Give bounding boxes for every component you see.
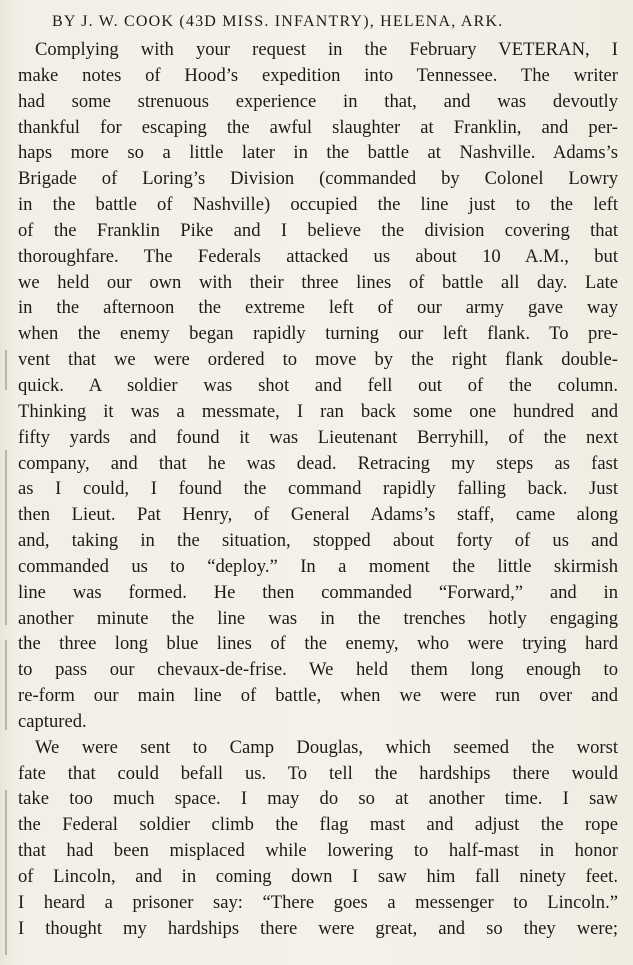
- text-line: Brigade of Loring’s Division (commanded by Colonel Lowry: [18, 168, 618, 190]
- text-line: had some strenuous experience in that, and was devoutly: [18, 90, 618, 112]
- gutter-mark: [5, 350, 7, 390]
- text-line: quick. A soldier was shot and fell out of the column.: [18, 374, 618, 396]
- gutter-mark: [5, 640, 7, 730]
- text-line: another minute the line was in the trenches hotly engaging: [18, 607, 618, 629]
- text-line: commanded us to “deploy.” In a moment the little skirmish: [18, 555, 618, 577]
- text-line: I thought my hardships there were great, and so they were;: [18, 917, 618, 939]
- article-byline: BY J. W. COOK (43D MISS. INFANTRY), HELENA, ARK.: [52, 13, 504, 30]
- text-line: of Lincoln, and in coming down I saw him fall ninety feet.: [18, 866, 618, 887]
- text-line: make notes of Hood’s expedition into Tennessee. The writer: [18, 64, 618, 86]
- text-line: Complying with your request in the February VETERAN, I: [35, 39, 618, 60]
- text-line: re-form our main line of battle, when we were run over and: [18, 685, 618, 707]
- text-line: take too much space. I may do so at another time. I saw: [18, 788, 618, 810]
- text-line: captured.: [18, 710, 87, 732]
- text-line: company, and that he was dead. Retracing my steps as fast: [18, 452, 618, 474]
- text-line: vent that we were ordered to move by the right flank double-: [18, 349, 618, 371]
- text-line: we held our own with their three lines of battle all day. Late: [18, 271, 618, 293]
- text-line: thankful for escaping the awful slaughter at Franklin, and per-: [18, 116, 618, 138]
- text-line: the Federal soldier climb the flag mast and adjust the rope: [18, 814, 618, 836]
- text-line: in the afternoon the extreme left of our army gave way: [18, 297, 618, 319]
- text-line: to pass our chevaux-de-frise. We held them long enough to: [18, 659, 618, 681]
- text-line: the three long blue lines of the enemy, who were trying hard: [18, 633, 618, 655]
- text-line: fate that could befall us. To tell the hardships there would: [18, 762, 618, 784]
- text-line: haps more so a little later in the battle at Nashville. Adams’s: [18, 142, 618, 164]
- text-line: as I could, I found the command rapidly falling back. Just: [18, 478, 618, 500]
- text-line: of the Franklin Pike and I believe the division covering that: [18, 219, 618, 241]
- text-line: I heard a prisoner say: “There goes a messenger to Lincoln.”: [18, 891, 618, 913]
- text-line: We were sent to Camp Douglas, which seemed the worst: [35, 736, 618, 758]
- gutter-mark: [5, 450, 7, 625]
- article-body: [18, 37, 618, 942]
- text-line: thoroughfare. The Federals attacked us about 10 A.M., but: [18, 245, 618, 267]
- gutter-mark: [5, 790, 7, 955]
- text-line: in the battle of Nashville) occupied the line just to the left: [18, 194, 618, 216]
- text-line: line was formed. He then commanded “Forward,” and in: [18, 581, 618, 603]
- text-line: Thinking it was a messmate, I ran back some one hundred and: [18, 400, 618, 422]
- text-line: fifty yards and found it was Lieutenant Berryhill, of the next: [18, 426, 618, 448]
- text-line: when the enemy began rapidly turning our left flank. To pre-: [18, 323, 618, 345]
- text-line: that had been misplaced while lowering to half-mast in honor: [18, 840, 618, 862]
- text-line: then Lieut. Pat Henry, of General Adams’s staff, came along: [18, 504, 618, 526]
- text-line: and, taking in the situation, stopped about forty of us and: [18, 530, 618, 552]
